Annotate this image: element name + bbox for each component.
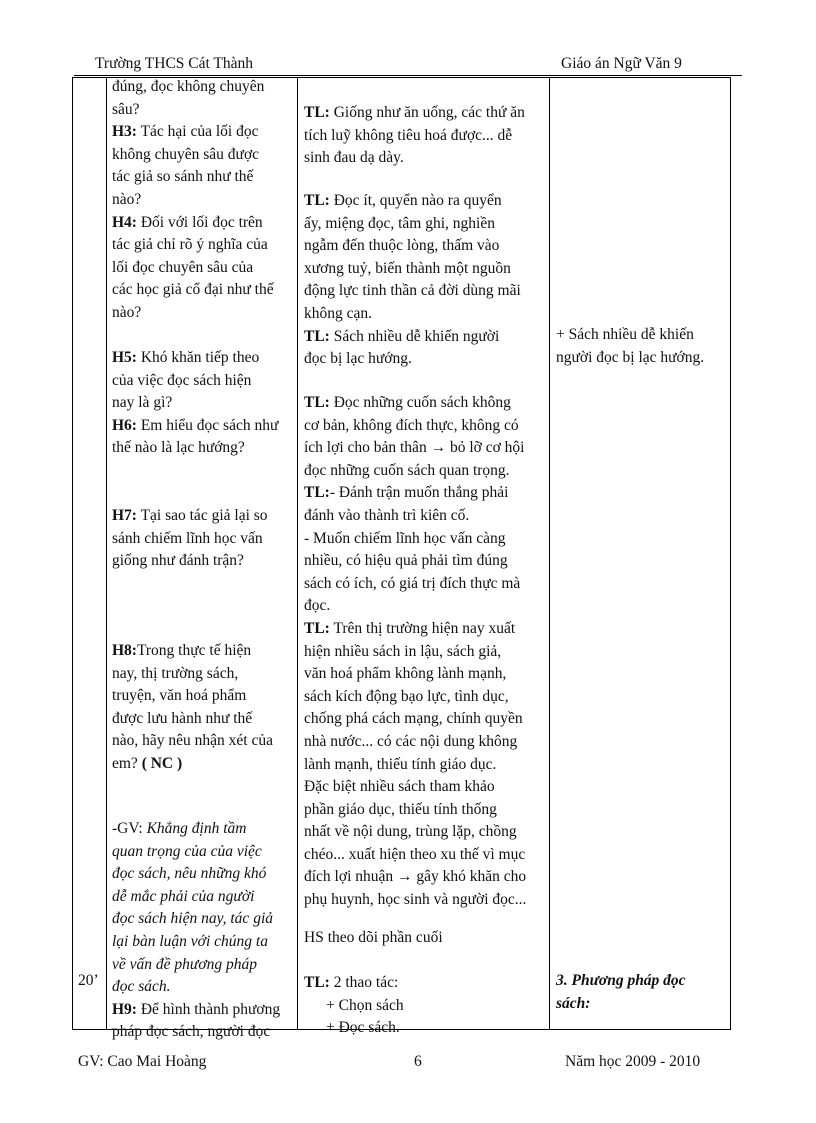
question-h7: H7: Tại sao tác giả lại so sánh chiếm lĩnh học vấn giống như đánh trận? <box>112 507 268 570</box>
question-h3: H3: Tác hại của lối đọc <box>112 123 259 141</box>
header-subject: Giáo án Ngữ Văn 9 <box>561 55 682 72</box>
question-h5-h6: H5: Khó khăn tiếp theo của việc đọc sách hiện nay là gì? H6: Em hiểu đọc sách như thế nào là lạc hướng? <box>112 349 279 457</box>
header-school: Trường THCS Cát Thành <box>95 55 253 72</box>
answer-1: TL: Giống như ăn uống, các thứ ăn tích luỹ không tiêu hoá được... dễ sinh đau dạ dày. <box>304 104 525 167</box>
teacher-note: -GV: Khẳng định tầm quan trọng của của việc đọc sách, nêu những khó dễ mắc phải của người đọc sách hiện nay, tác giả lại bàn luận với chúng ta về vấn đề phương pháp đọc sách. H9: Để hình thành phương pháp đọc sách, người đọc <box>112 820 281 1041</box>
page-number: 6 <box>414 1053 422 1070</box>
answer-7: TL: 2 thao tác: + Chọn sách + Đọc sách. <box>304 974 404 1037</box>
question-h9: H9: Để hình thành phương <box>112 1000 281 1018</box>
table-column-divider-1 <box>106 77 107 1030</box>
teacher-questions: đúng, đọc không chuyên sâu? H3: Tác hại của lối đọc không chuyên sâu được tác giả so sánh như thế nào? H4: Đối với lối đọc trên tác giả chỉ rõ ý nghĩa của lối đọc chuyên sâu của các học giả cổ đại như thế nào? <box>112 78 274 321</box>
time-cell: 20’ <box>78 972 99 989</box>
answer-4: TL: Đọc những cuốn sách không cơ bản, không đích thực, không có ích lợi cho bản thân → bỏ lỡ cơ hội đọc những cuốn sách quan trọng. TL:- Đánh trận muốn thắng phải đánh vào thành trì kiên cố. - Muốn chiếm lĩnh học vấn càng nhiều, có hiệu quả phải tìm đúng sách có ích, có giá trị đích thực mà đọc. TL: Trên thị trường hiện nay xuất hiện nhiều sách in lậu, sách giả, văn hoá phẩm không lành mạnh, sách kích động bạo lực, tình dục, chống phá cách mạng, chính quyền nhà nước... có các nội dung không lành mạnh, thiếu tính giáo dục. Đặc biệt nhiều sách tham khảo phần giáo dục, thiếu tính thống nhất về nội dung, trùng lặp, chồng chéo... xuất hiện theo xu thế vì mục đích lợi nhuận → gây khó khăn cho phụ huynh, học sinh và người đọc... <box>304 394 527 909</box>
footer-teacher: GV: Cao Mai Hoàng <box>78 1053 207 1070</box>
table-column-divider-3 <box>549 77 550 1030</box>
question-h4: H4: Đối với lối đọc trên <box>112 213 263 231</box>
answer-2: TL: Đọc ít, quyển nào ra quyển ấy, miệng đọc, tâm ghi, nghiền ngẫm đến thuộc lòng, thấm vào xương tuỷ, biến thành một nguồn động lực tinh thần cả đời dùng mãi không cạn. TL: Sách nhiều dễ khiến người đọc bị lạc hướng. <box>304 192 521 368</box>
table-column-divider-2 <box>297 77 298 1030</box>
question-h8: H8:Trong thực tế hiện nay, thị trường sách, truyện, văn hoá phẩm được lưu hành như thế nào, hãy nêu nhận xét của em? ( NC ) <box>112 642 273 772</box>
footer-school-year: Năm học 2009 - 2010 <box>565 1053 701 1070</box>
student-activity: HS theo dõi phần cuối <box>304 929 443 946</box>
content-note: + Sách nhiều dễ khiến người đọc bị lạc hướng. <box>556 326 705 366</box>
section-heading: 3. Phương pháp đọc sách: <box>556 972 686 1012</box>
